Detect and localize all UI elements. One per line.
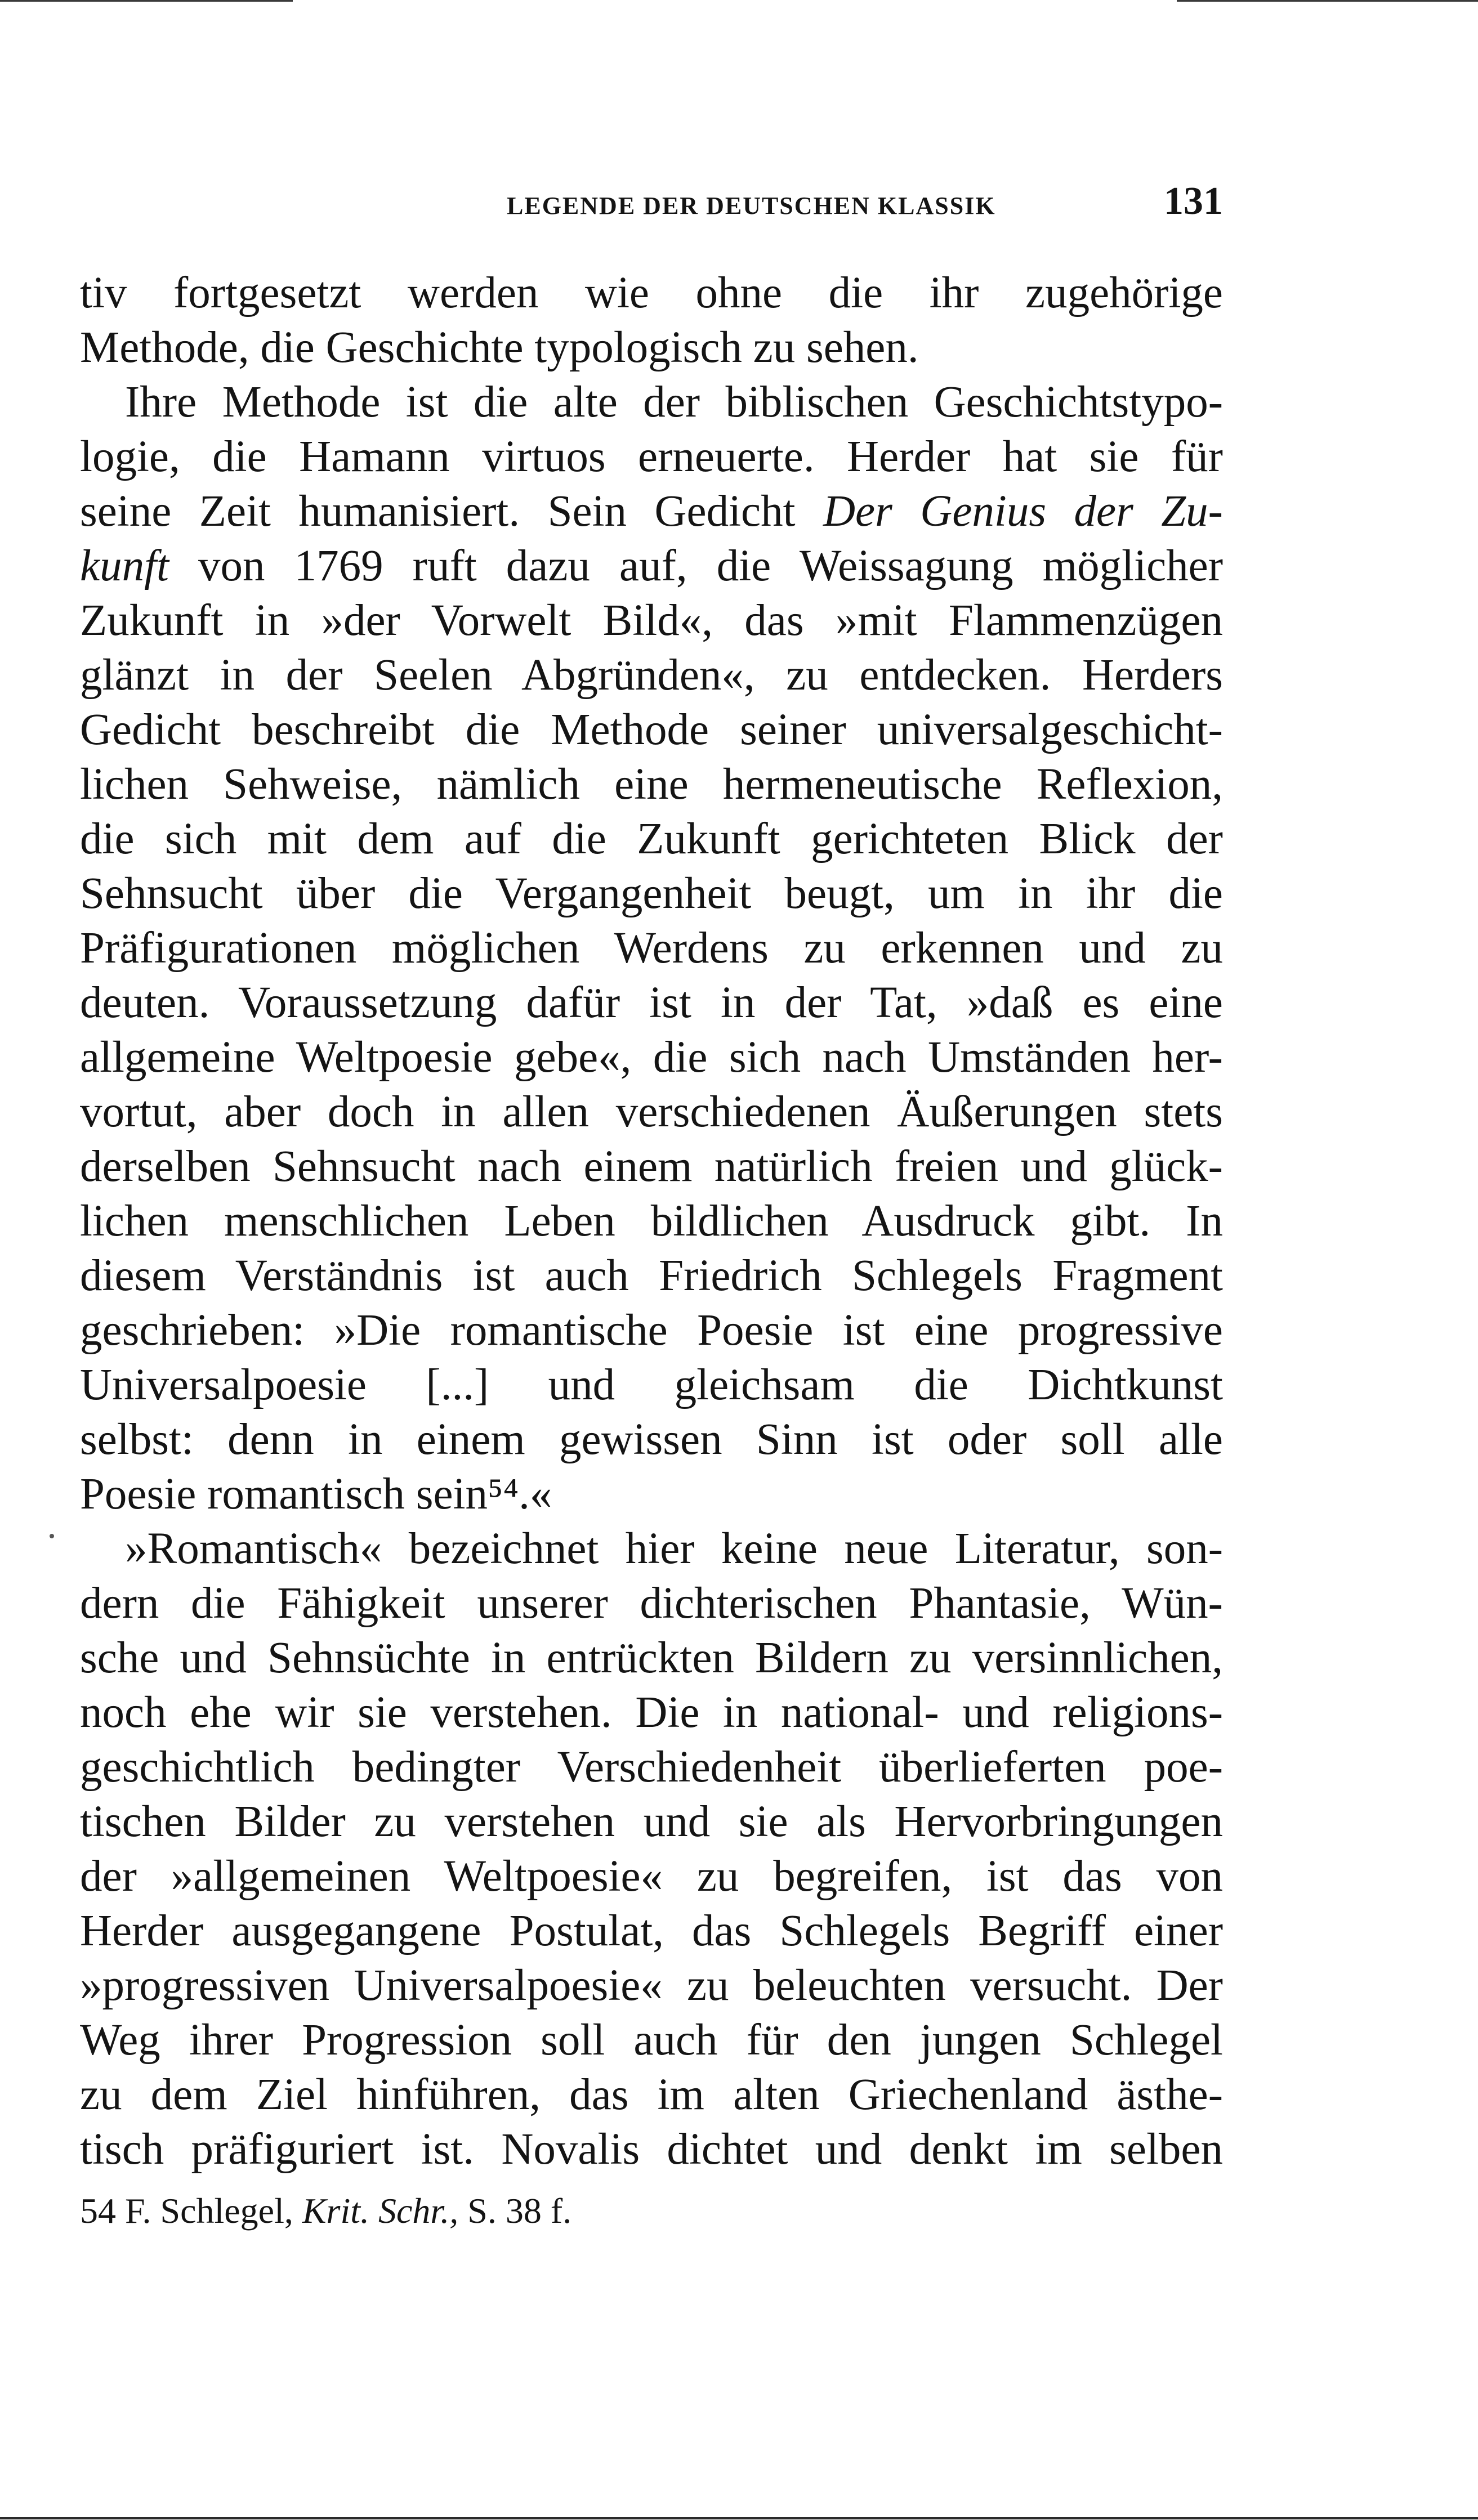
top-edge-rule-right <box>1177 0 1478 2</box>
text-line: »progressiven Universalpoesie« zu beleuchten versucht. Der <box>80 1961 1223 2010</box>
text-line: kunft von 1769 ruft dazu auf, die Weissagung möglicher <box>80 541 1223 590</box>
text-line: noch ehe wir sie verstehen. Die in national- und religions- <box>80 1688 1223 1737</box>
text-line: Gedicht beschreibt die Methode seiner universalgeschicht- <box>80 705 1223 754</box>
text-line: dern die Fähigkeit unserer dichterischen Phantasie, Wün- <box>80 1579 1223 1628</box>
footnote <box>80 2188 1223 2233</box>
text-line: zu dem Ziel hinführen, das im alten Griechenland ästhe- <box>80 2070 1223 2119</box>
text-line: Methode, die Geschichte typologisch zu sehen. <box>80 323 919 372</box>
text-line: selbst: denn in einem gewissen Sinn ist oder soll alle <box>80 1415 1223 1464</box>
text-line: sche und Sehnsüchte in entrückten Bildern zu versinnlichen, <box>80 1633 1223 1682</box>
running-head <box>507 179 1223 230</box>
text-line: Ihre Methode ist die alte der biblischen Geschichtstypo- <box>125 378 1223 427</box>
text-line: tisch präfiguriert ist. Novalis dichtet und denkt im selben <box>80 2125 1223 2174</box>
text-line: lichen menschlichen Leben bildlichen Ausdruck gibt. In <box>80 1197 1223 1246</box>
text-line: allgemeine Weltpoesie gebe«, die sich nach Umständen her- <box>80 1033 1223 1082</box>
text-line: vortut, aber doch in allen verschiedenen Äußerungen stets <box>80 1087 1223 1136</box>
running-title: LEGENDE DER DEUTSCHEN KLASSIK <box>507 192 996 220</box>
page-number: 131 <box>1164 180 1223 223</box>
text-line: tischen Bilder zu verstehen und sie als Hervorbringungen <box>80 1797 1223 1846</box>
text-line: logie, die Hamann virtuos erneuerte. Herder hat sie für <box>80 432 1223 481</box>
text-line: geschichtlich bedingter Verschiedenheit überlieferten poe- <box>80 1743 1223 1792</box>
footnote-title: Krit. Schr., <box>302 2191 459 2231</box>
speck-mark <box>50 1534 54 1538</box>
top-edge-rule-left <box>0 0 293 2</box>
text-line: geschrieben: »Die romantische Poesie ist eine progressive <box>80 1306 1223 1355</box>
text-line: tiv fortgesetzt werden wie ohne die ihr zugehörige <box>80 268 1223 317</box>
text-line: lichen Sehweise, nämlich eine hermeneutische Reflexion, <box>80 760 1223 809</box>
text-line: Weg ihrer Progression soll auch für den jungen Schlegel <box>80 2016 1223 2065</box>
text-line: Präfigurationen möglichen Werdens zu erkennen und zu <box>80 924 1223 973</box>
italic-title: Der Genius der Zu- <box>823 487 1223 536</box>
text-line: deuten. Voraussetzung dafür ist in der Tat, »daß es eine <box>80 978 1223 1027</box>
body-text <box>80 266 1223 2177</box>
text-line: der »allgemeinen Weltpoesie« zu begreifen, ist das von <box>80 1852 1223 1901</box>
footnote-number: 54 <box>80 2191 116 2231</box>
text-line: Herder ausgegangene Postulat, das Schlegels Begriff einer <box>80 1906 1223 1955</box>
bottom-edge-rule <box>0 2517 1478 2519</box>
text-line: Sehnsucht über die Vergangenheit beugt, um in ihr die <box>80 869 1223 918</box>
text-line: Zukunft in »der Vorwelt Bild«, das »mit Flammenzügen <box>80 596 1223 645</box>
footnote-pages: S. 38 f. <box>467 2191 572 2231</box>
text-line: diesem Verständnis ist auch Friedrich Schlegels Fragment <box>80 1251 1223 1300</box>
text-line: Universalpoesie [...] und gleichsam die Dichtkunst <box>80 1360 1223 1409</box>
footnote-author: F. Schlegel, <box>125 2191 293 2231</box>
italic-title: kunft <box>80 541 169 590</box>
text-line: Poesie romantisch sein⁵⁴.« <box>80 1470 552 1519</box>
text-line: »Romantisch« bezeichnet hier keine neue Literatur, son- <box>125 1524 1223 1573</box>
text-line: derselben Sehnsucht nach einem natürlich freien und glück- <box>80 1142 1223 1191</box>
text-line: glänzt in der Seelen Abgründen«, zu entdecken. Herders <box>80 651 1223 700</box>
text-line: die sich mit dem auf die Zukunft gerichteten Blick der <box>80 814 1223 863</box>
text-line: seine Zeit humanisiert. Sein Gedicht Der Genius der Zu- <box>80 487 1223 536</box>
